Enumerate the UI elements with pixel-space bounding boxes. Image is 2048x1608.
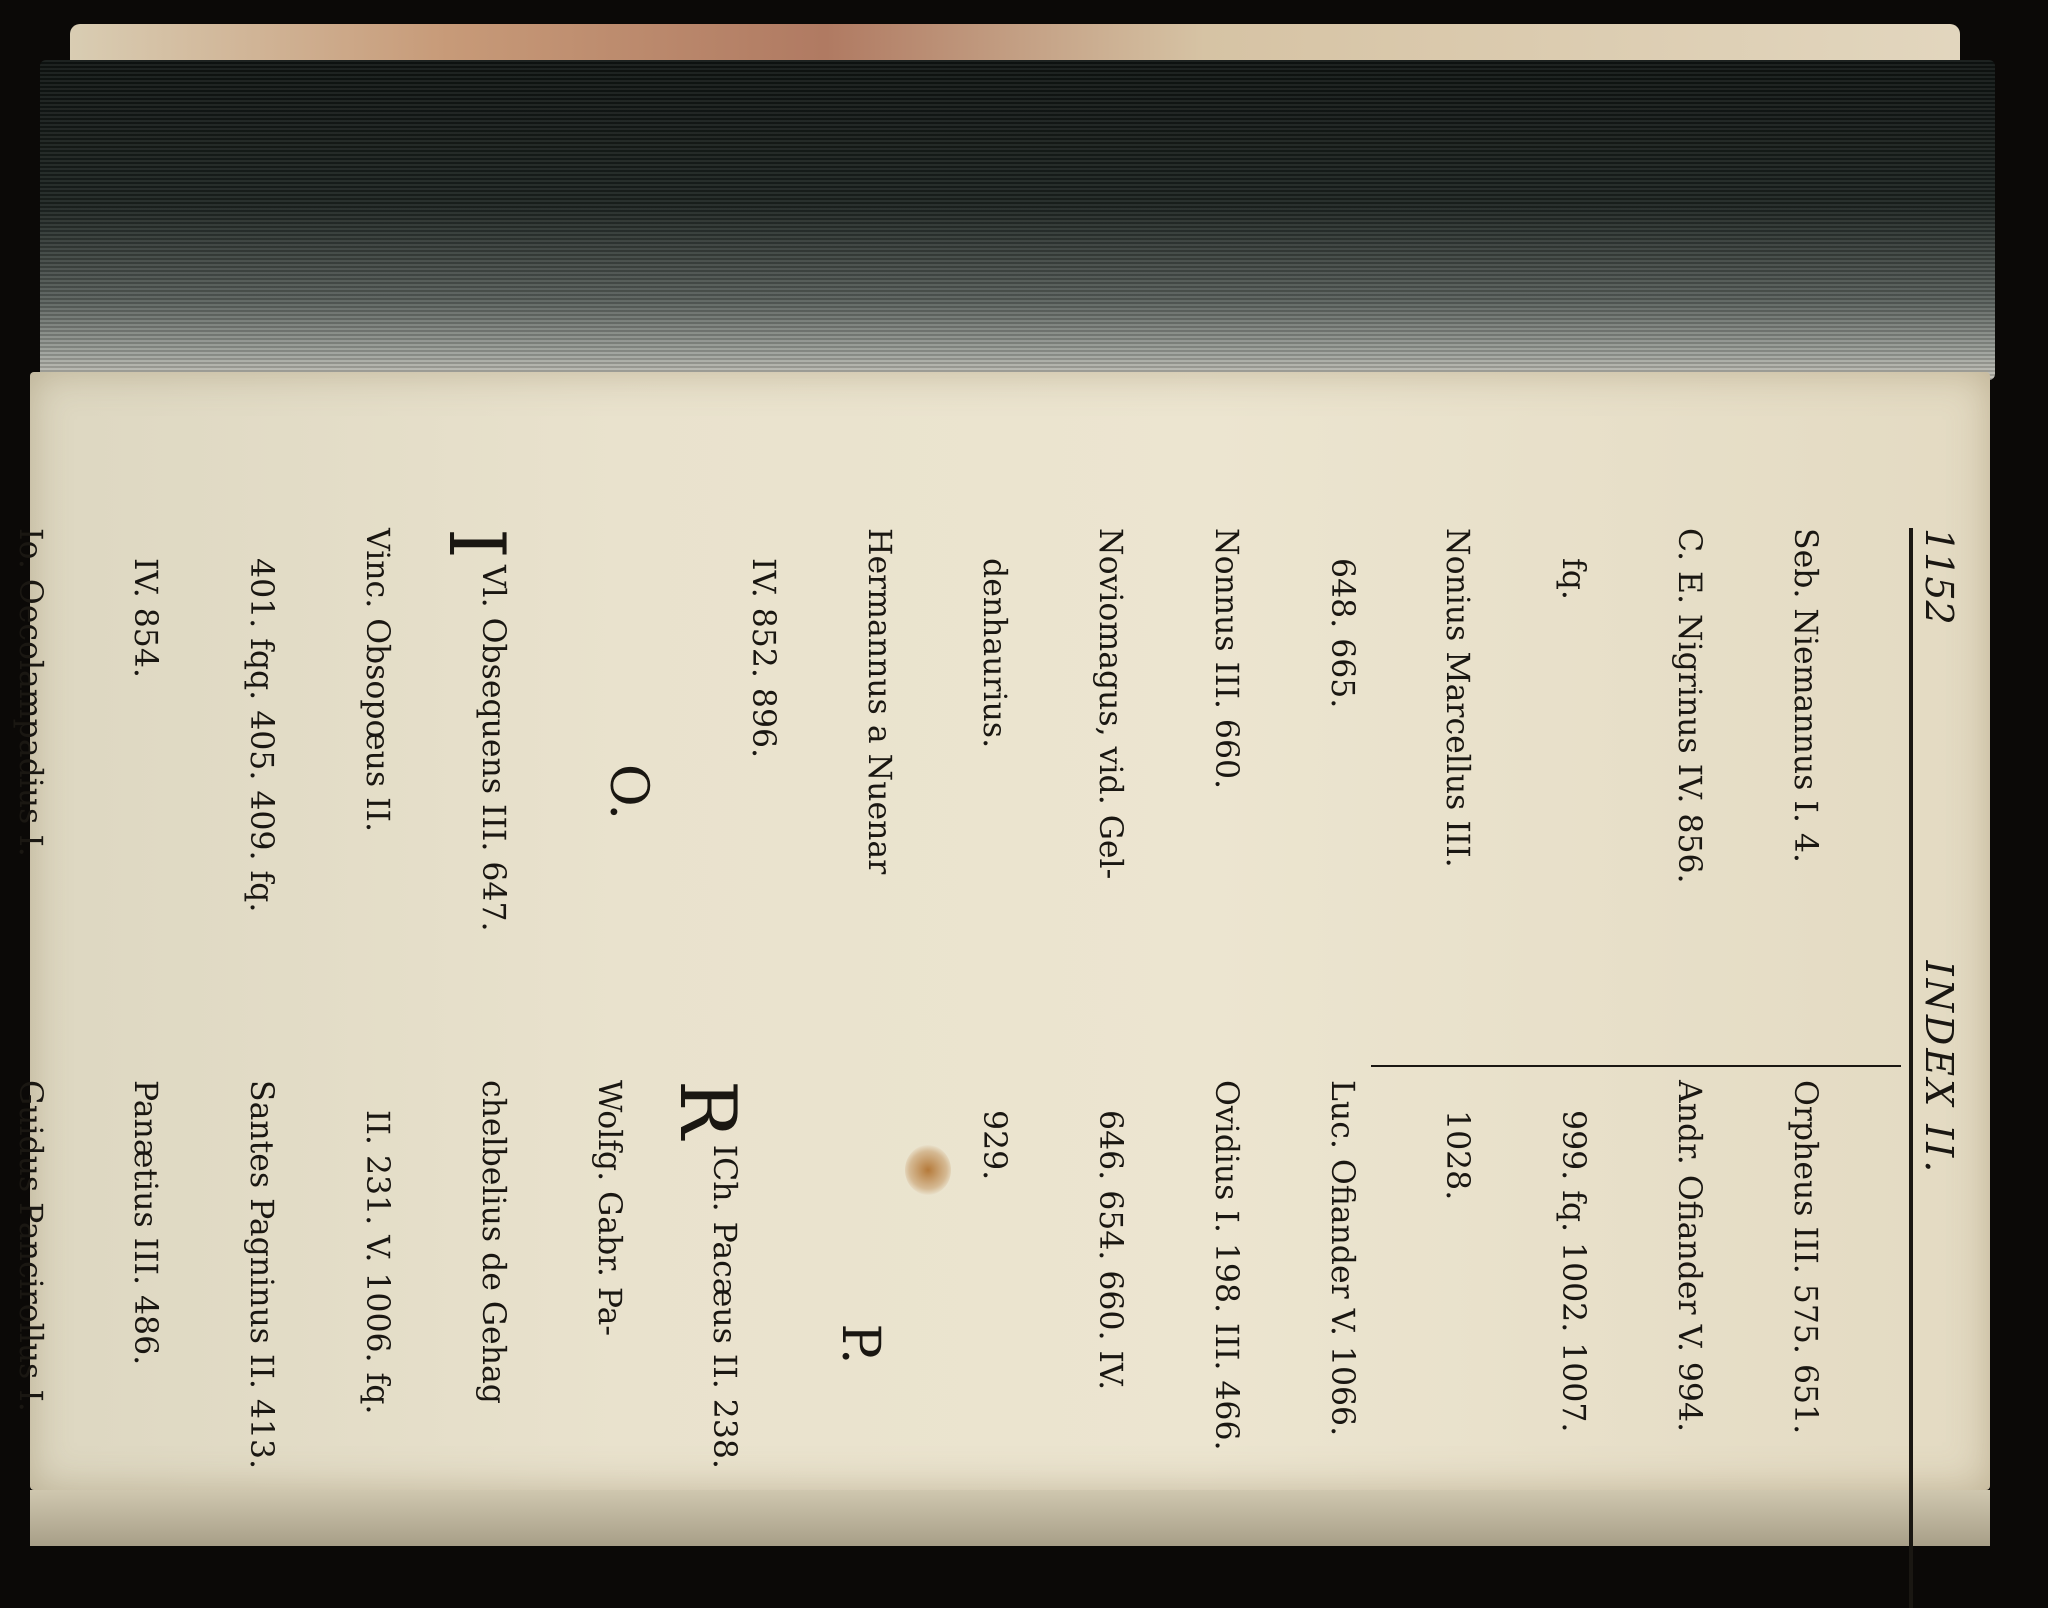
index-entry: Io. Oecolampadius I. (11, 528, 48, 857)
running-title: INDEX II. (1917, 960, 1961, 1176)
index-entry: 646. 654. 660. IV. (1092, 1080, 1129, 1391)
index-column-o-p (11, 1080, 1901, 1608)
index-entry: Andr. Ofiander V. 994. (1671, 1080, 1708, 1433)
index-entry: Vinc. Obsopœus II. (359, 528, 396, 833)
index-entry-text: Vl. Obsequens III. 647. (474, 564, 511, 932)
head-rule (1909, 528, 1913, 1608)
index-entry: chelbelius de Gehag (474, 1080, 511, 1404)
index-entry (430, 528, 521, 1056)
index-entry: Hermannus a Nuenar (860, 528, 897, 875)
index-entry: Guidus Pancirollus I. (11, 1080, 48, 1412)
section-letter-p: P. (829, 1323, 890, 1365)
index-entry: 648. 665. (1323, 528, 1360, 709)
index-entry: Luc. Ofiander V. 1066. (1323, 1080, 1360, 1437)
index-text-block (11, 528, 1965, 1608)
index-entry: Santes Pagninus II. 413. (243, 1080, 280, 1470)
index-entry-text: ICh. Pacæus II. 238. (706, 1144, 743, 1469)
index-entry: Noviomagus, vid. Gel- (1092, 528, 1129, 880)
index-entry: Wolfg. Gabr. Pa- (590, 1080, 627, 1337)
page-edges (40, 60, 1995, 380)
index-entry: 929. (976, 1080, 1013, 1181)
index-entry: II. 231. V. 1006. fq. (359, 1080, 396, 1415)
index-entry: Nonnus III. 660. (1207, 528, 1244, 790)
section-letter-o: O. (598, 763, 658, 821)
index-entry: fq. (1555, 528, 1592, 600)
index-entry: 401. fqq. 405. 409. fq. (243, 528, 280, 913)
index-entry: C. E. Nigrinus IV. 856. (1671, 528, 1708, 884)
index-entry: Ovidius I. 198. III. 466. (1207, 1080, 1244, 1451)
column-divider (1371, 1065, 1901, 1067)
dropcap: I (430, 528, 521, 559)
index-entry: 999. fq. 1002. 1007. (1555, 1080, 1592, 1433)
index-entry: Nonius Marcellus III. (1439, 528, 1476, 868)
running-head (1917, 528, 1965, 1608)
page-number: 1152 (1917, 528, 1961, 625)
index-entry: IV. 854. (127, 528, 164, 678)
index-entry (662, 1080, 753, 1608)
index-entry: Orpheus III. 575. 651. (1786, 1080, 1823, 1435)
dropcap: R (662, 1080, 753, 1139)
index-entry: Seb. Niemannus I. 4. (1786, 528, 1823, 863)
index-entry: denhaurius. (976, 528, 1013, 749)
index-column-n-o (11, 528, 1901, 1056)
index-entry: Panætius III. 486. (127, 1080, 164, 1366)
index-entry: 1028. (1439, 1080, 1476, 1201)
index-entry: IV. 852. 896. (744, 528, 781, 759)
